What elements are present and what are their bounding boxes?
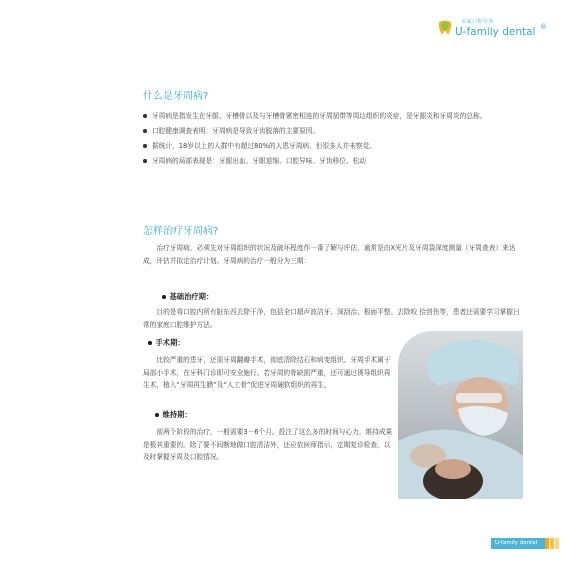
list-item: 牙周病的局部表现是：牙龈出血、牙龈退缩、口腔异味、牙齿移位、松动 — [143, 155, 523, 167]
logo-english-name: U-family dental — [455, 26, 536, 38]
definition-list — [143, 110, 523, 170]
footer-stripe — [545, 538, 549, 549]
bullet-dot — [148, 341, 152, 345]
stage-title-text: 维持期： — [162, 410, 192, 419]
logo-chinese-name: 美家口腔诊所 — [461, 19, 495, 25]
tooth-logo-icon — [437, 19, 453, 37]
stage-title-basic — [162, 292, 213, 302]
bullet-dot — [162, 295, 166, 299]
registered-mark: ® — [540, 23, 547, 31]
brand-logo — [437, 17, 562, 43]
stage-title-text: 基础治疗期： — [169, 292, 214, 301]
stage-text-maintenance: 前两个阶段的治疗，一般需要3－6个月。投注了这么多的时间与心力，维持成果是极其重要的。除了要不间断地做口腔清洁外，还应依医师指示，定期复诊检查，以及时掌握牙周及口腔情况。 — [143, 428, 393, 461]
footer-brand-bar — [491, 538, 545, 549]
stage-text-basic: 目的是将口腔内所有脏东西去除干净，包括全口超声波洁牙、深刮治、根面平整、去除咬 拾创伤等，患者还需要学习掌握日常的家庭口腔维护方法。 — [143, 308, 520, 329]
dentist-photo — [398, 331, 523, 499]
stage-title-text: 手术期： — [155, 338, 185, 347]
list-item: 口腔健康调查表明：牙周病是导致牙齿脱落的主要原因。 — [143, 125, 523, 137]
footer-stripe — [550, 538, 554, 549]
footer-label: U-family dental — [495, 540, 538, 546]
footer-stripe — [555, 538, 559, 549]
treatment-intro: 治疗牙周病，必须先对牙周组织的状况及破坏程度作一番了解与评估，通常是由X光片及牙周袋深度测量（牙周查表）来达成，评估并拟定治疗计划。牙周病的治疗一般分为三期： — [143, 244, 516, 265]
section-title-treatment: 怎样治疗牙周病? — [143, 226, 219, 237]
list-item: 牙周病是指发生在牙龈、牙槽骨以及与牙槽骨紧密相连的牙周韧带等周边组织的炎症，是牙龈炎和牙周炎的总称。 — [143, 110, 523, 122]
stage-title-maintenance — [155, 410, 192, 420]
stage-title-surgery — [148, 338, 185, 348]
bullet-dot — [155, 413, 159, 417]
section-title-what-is: 什么是牙周病? — [143, 91, 209, 102]
list-item: 据统计，18岁以上的人群中有超过80%的人患牙周病，但很多人并未察觉。 — [143, 140, 523, 152]
stage-text-surgery: 比较严重的患牙，还需牙周翻瓣手术，彻底清除结石和病变组织。牙周手术属于局部小手术，在牙科门诊即可安全施行。若牙周的骨缺损严重，还可通过诱导组织再生术，植入“牙周再生膜”及“人工骨”促进牙周硬软组织的再生。 — [143, 356, 391, 389]
